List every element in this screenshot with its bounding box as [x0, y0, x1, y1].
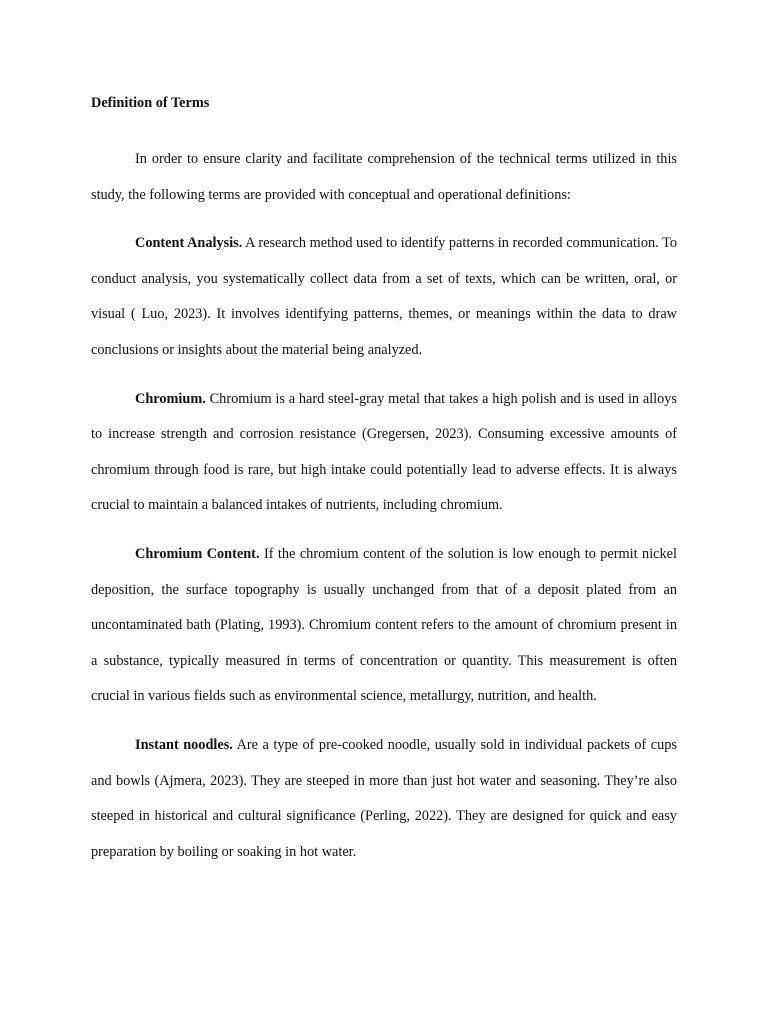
term-label: Chromium Content.: [135, 545, 260, 562]
definition-chromium: [91, 382, 677, 524]
term-label: Instant noodles.: [135, 736, 233, 753]
term-label: Content Analysis.: [135, 235, 243, 252]
definition-instant-noodles: [91, 728, 677, 870]
term-label: Chromium.: [135, 390, 206, 407]
intro-paragraph: In order to ensure clarity and facilitate comprehension of the technical terms utilized in this study, the following terms are provided with conceptual and operational definitions:: [91, 151, 677, 203]
term-definition: Chromium is a hard steel-gray metal that takes a high polish and is used in alloys to increase strength and corrosion resistance (Gregersen, 2023). Consuming excessive amounts of chromium through food is rare, but high intake could potentially lead to adverse effects. It is always crucial to maintain a balanced intakes of nutrients, including chromium.: [91, 390, 677, 514]
term-definition: A research method used to identify patterns in recorded communication. To conduct analysis, you systematically collect data from a set of texts, which can be written, oral, or visual ( Luo, 2023). It involves identifying patterns, themes, or meanings within the data to draw conclusions or insights about the material being analyzed.: [91, 235, 677, 358]
section-heading: Definition of Terms: [91, 95, 210, 111]
definition-content-analysis: [91, 226, 677, 368]
term-definition: If the chromium content of the solution is low enough to permit nickel deposition, the surface topography is usually unchanged from that of a deposit plated from an uncontaminated bath (Plating, 1993). Chromium content refers to the amount of chromium present in a substance, typically measured in terms of concentration or quantity. This measurement is often crucial in various fields such as environmental science, metallurgy, nutrition, and health.: [91, 545, 677, 705]
term-definition: Are a type of pre-cooked noodle, usually sold in individual packets of cups and bowls (Ajmera, 2023). They are steeped in more than just hot water and seasoning. They’re also steeped in historical and cultural significance (Perling, 2022). They are designed for quick and easy preparation by boiling or soaking in hot water.: [91, 736, 677, 860]
definition-chromium-content: [91, 537, 677, 715]
